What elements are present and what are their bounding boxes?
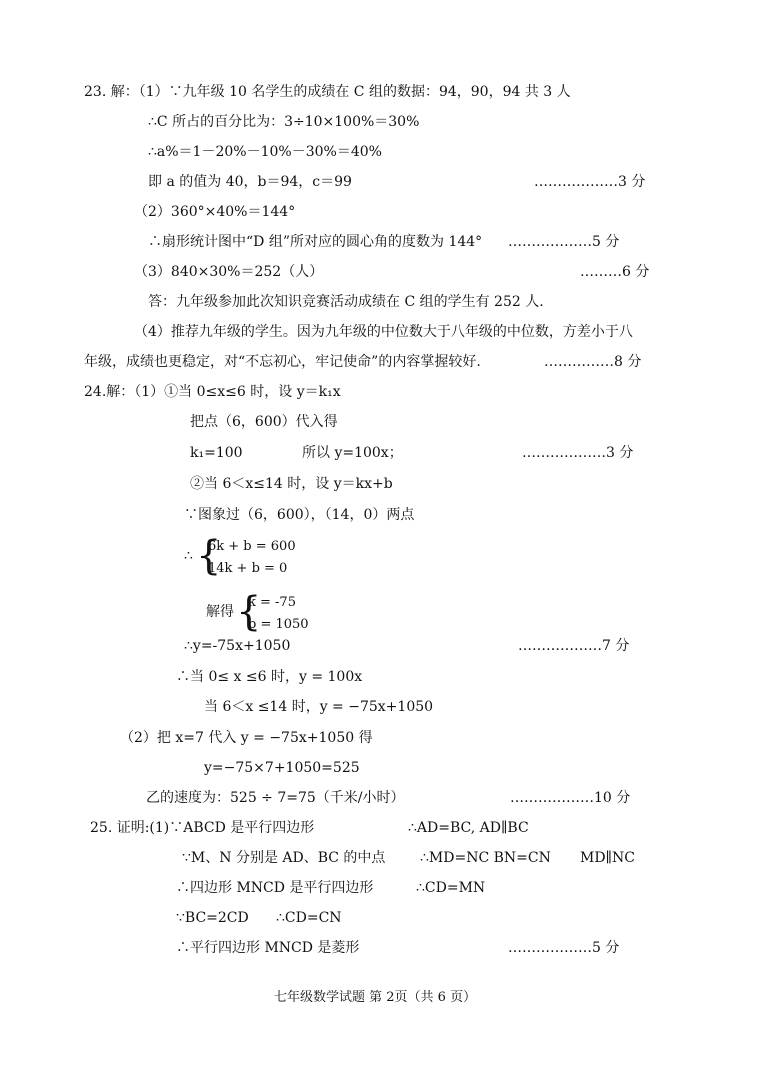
q23-score-4: ……………8 分 <box>544 354 642 370</box>
q24-line-3b: 所以 y=100x； <box>302 445 403 461</box>
left-brace-1: { <box>196 533 222 579</box>
system-eq-2: 14k + b = 0 <box>208 561 288 576</box>
q24-line-10: y=−75×7+1050=525 <box>204 760 360 776</box>
q23-line-1: 23. 解：（1）∵九年级 10 名学生的成绩在 C 组的数据：94，90，94 共 3 人 <box>84 84 571 100</box>
q24-score-3: ………………10 分 <box>510 790 631 806</box>
q24-line-11: 乙的速度为：525 ÷ 7=75（千米/小时） <box>146 790 405 806</box>
q24-score-2: ………………7 分 <box>518 638 630 654</box>
system-eq-3: k = -75 <box>248 595 296 610</box>
q24-line-8: 当 6＜x ≤14 时，y = −75x+1050 <box>204 699 434 715</box>
q23-line-6: ∴扇形统计图中“D 组”所对应的圆心角的度数为 144° <box>148 234 483 250</box>
q25-line-2b: ∴MD=NC BN=CN <box>420 850 551 866</box>
q24-line-7: ∴当 0≤ x ≤6 时，y = 100x <box>176 669 363 685</box>
q23-line-7: （3）840×30%＝252（人） <box>134 264 324 280</box>
q23-line-10: 年级，成绩也更稳定，对“不忘初心，牢记使命”的内容掌握较好. <box>84 354 481 370</box>
system-eq-1: 6k + b = 600 <box>208 539 296 554</box>
q25-line-2c: MD∥NC <box>580 850 635 866</box>
q24-line-4: ②当 6＜x≤14 时，设 y＝kx+b <box>190 476 393 492</box>
q24-line-1: 24.解：（1）①当 0≤x≤6 时，设 y＝k₁x <box>84 384 341 400</box>
q23-line-3: ∴a%＝1－20%－10%－30%＝40% <box>148 144 382 160</box>
solve-label: 解得 <box>206 604 234 620</box>
q24-line-2: 把点（6，600）代入得 <box>190 414 338 430</box>
q25-line-3a: ∴四边形 MNCD 是平行四边形 <box>176 880 374 896</box>
q24-line-3a: k₁=100 <box>190 445 243 461</box>
q23-score-2: ………………5 分 <box>508 234 620 250</box>
q24-score-1: ………………3 分 <box>522 445 634 461</box>
q24-line-6: ∴y=-75x+1050 <box>184 638 291 654</box>
q23-line-4: 即 a 的值为 40，b＝94，c＝99 <box>148 174 352 190</box>
therefore-symbol: ∴ <box>184 548 193 564</box>
q25-line-4a: ∵BC=2CD <box>176 910 249 926</box>
q25-score-1: ………………5 分 <box>508 940 620 956</box>
q24-line-9: （2）把 x=7 代入 y = −75x+1050 得 <box>120 730 373 746</box>
q25-line-4b: ∴CD=CN <box>276 910 342 926</box>
q23-line-2: ∴C 所占的百分比为：3÷10×100%＝30% <box>148 114 420 130</box>
q23-score-1: ………………3 分 <box>534 174 646 190</box>
q25-line-1b: ∴AD=BC, AD∥BC <box>408 820 529 836</box>
left-brace-2: { <box>236 589 262 635</box>
system-eq-4: b = 1050 <box>248 617 309 632</box>
q24-line-5: ∵图象过（6，600），（14，0）两点 <box>184 507 415 523</box>
q23-score-3: ………6 分 <box>580 264 650 280</box>
q25-line-1a: 25. 证明:(1)∵ABCD 是平行四边形 <box>90 820 315 836</box>
q23-line-8: 答：九年级参加此次知识竞赛活动成绩在 C 组的学生有 252 人. <box>148 294 544 310</box>
q23-line-5: （2）360°×40%＝144° <box>134 204 296 220</box>
q23-line-9: （4）推荐九年级的学生。因为九年级的中位数大于八年级的中位数，方差小于八 <box>134 324 633 340</box>
q25-line-2a: ∵M、N 分别是 AD、BC 的中点 <box>182 850 386 866</box>
q25-line-3b: ∴CD=MN <box>416 880 486 896</box>
page-footer: 七年级数学试题 第 2页（共 6 页） <box>274 990 477 1005</box>
q25-line-5: ∴平行四边形 MNCD 是菱形 <box>176 940 360 956</box>
